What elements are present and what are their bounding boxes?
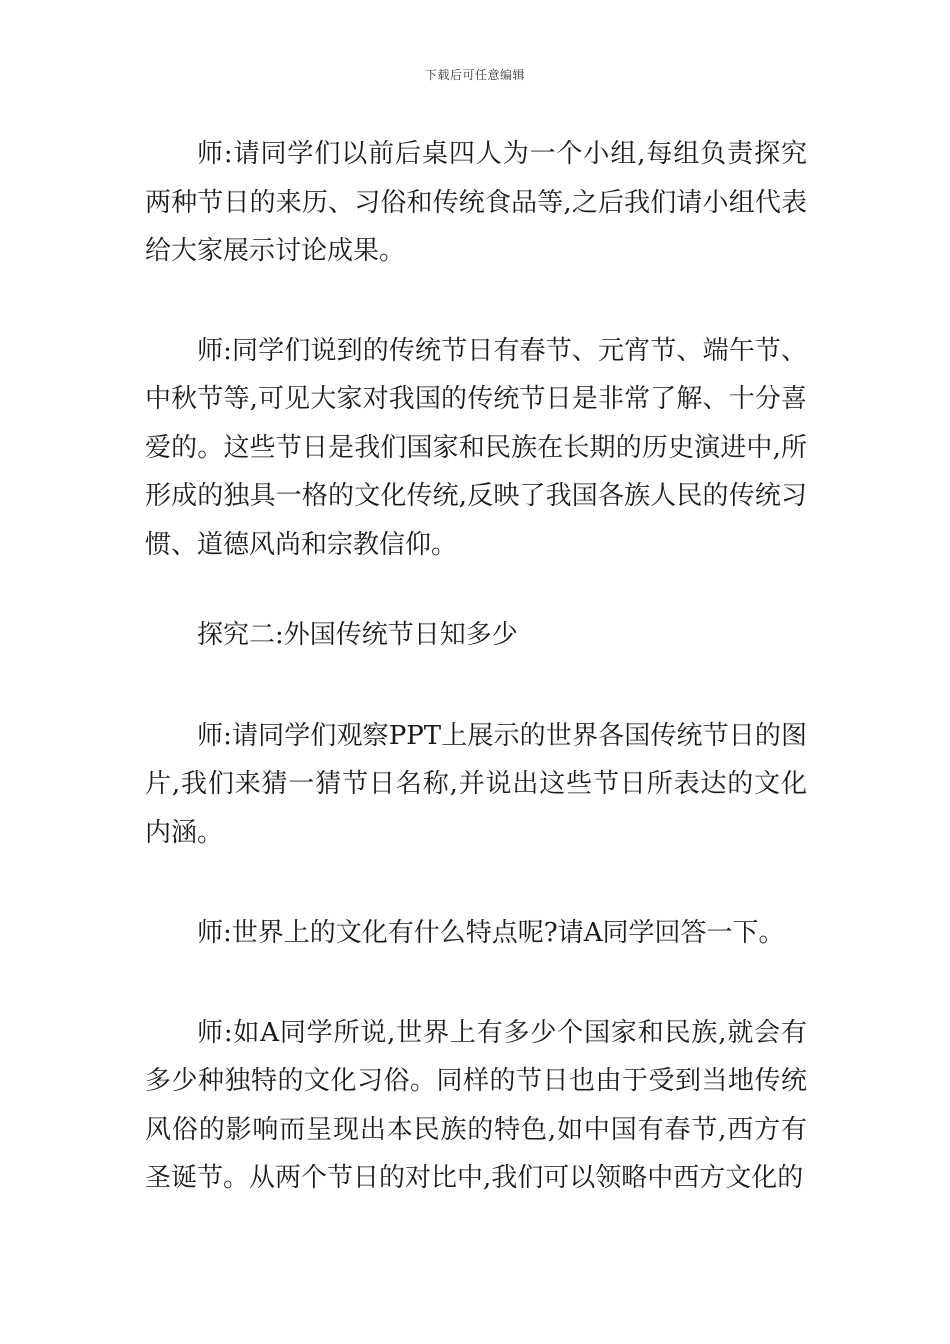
- paragraph-group-task: 师:请同学们以前后桌四人为一个小组,每组负责探究两种节日的来历、习俗和传统食品等,之后我们请小组代表给大家展示讨论成果。: [145, 139, 807, 266]
- paragraph-world-culture-question: 师:世界上的文化有什么特点呢?请A同学回答一下。: [197, 918, 785, 948]
- section-heading-explore-two: 探究二:外国传统节日知多少: [197, 620, 518, 650]
- paragraph-ppt-observation: 师:请同学们观察PPT上展示的世界各国传统节日的图片,我们来猜一猜节日名称,并说出这些节日所表达的文化内涵。: [145, 720, 807, 848]
- paragraph-traditional-festivals: 师:同学们说到的传统节日有春节、元宵节、端午节、中秋节等,可见大家对我国的传统节日是非常了解、十分喜爱的。这些节日是我们国家和民族在长期的历史演进中,所形成的独具一格的文化传统,反映了我国各族人民的传统习惯、道德风尚和宗教信仰。: [145, 335, 807, 560]
- document-body: [145, 130, 807, 1203]
- paragraph-cultural-comparison: 师:如A同学所说,世界上有多少个国家和民族,就会有多少种独特的文化习俗。同样的节日也由于受到当地传统风俗的影响而呈现出本民族的特色,如中国有春节,西方有圣诞节。从两个节日的对比中,我们可以领略中西方文化的: [145, 1017, 807, 1193]
- page-header-note: 下载后可任意编辑: [424, 68, 525, 82]
